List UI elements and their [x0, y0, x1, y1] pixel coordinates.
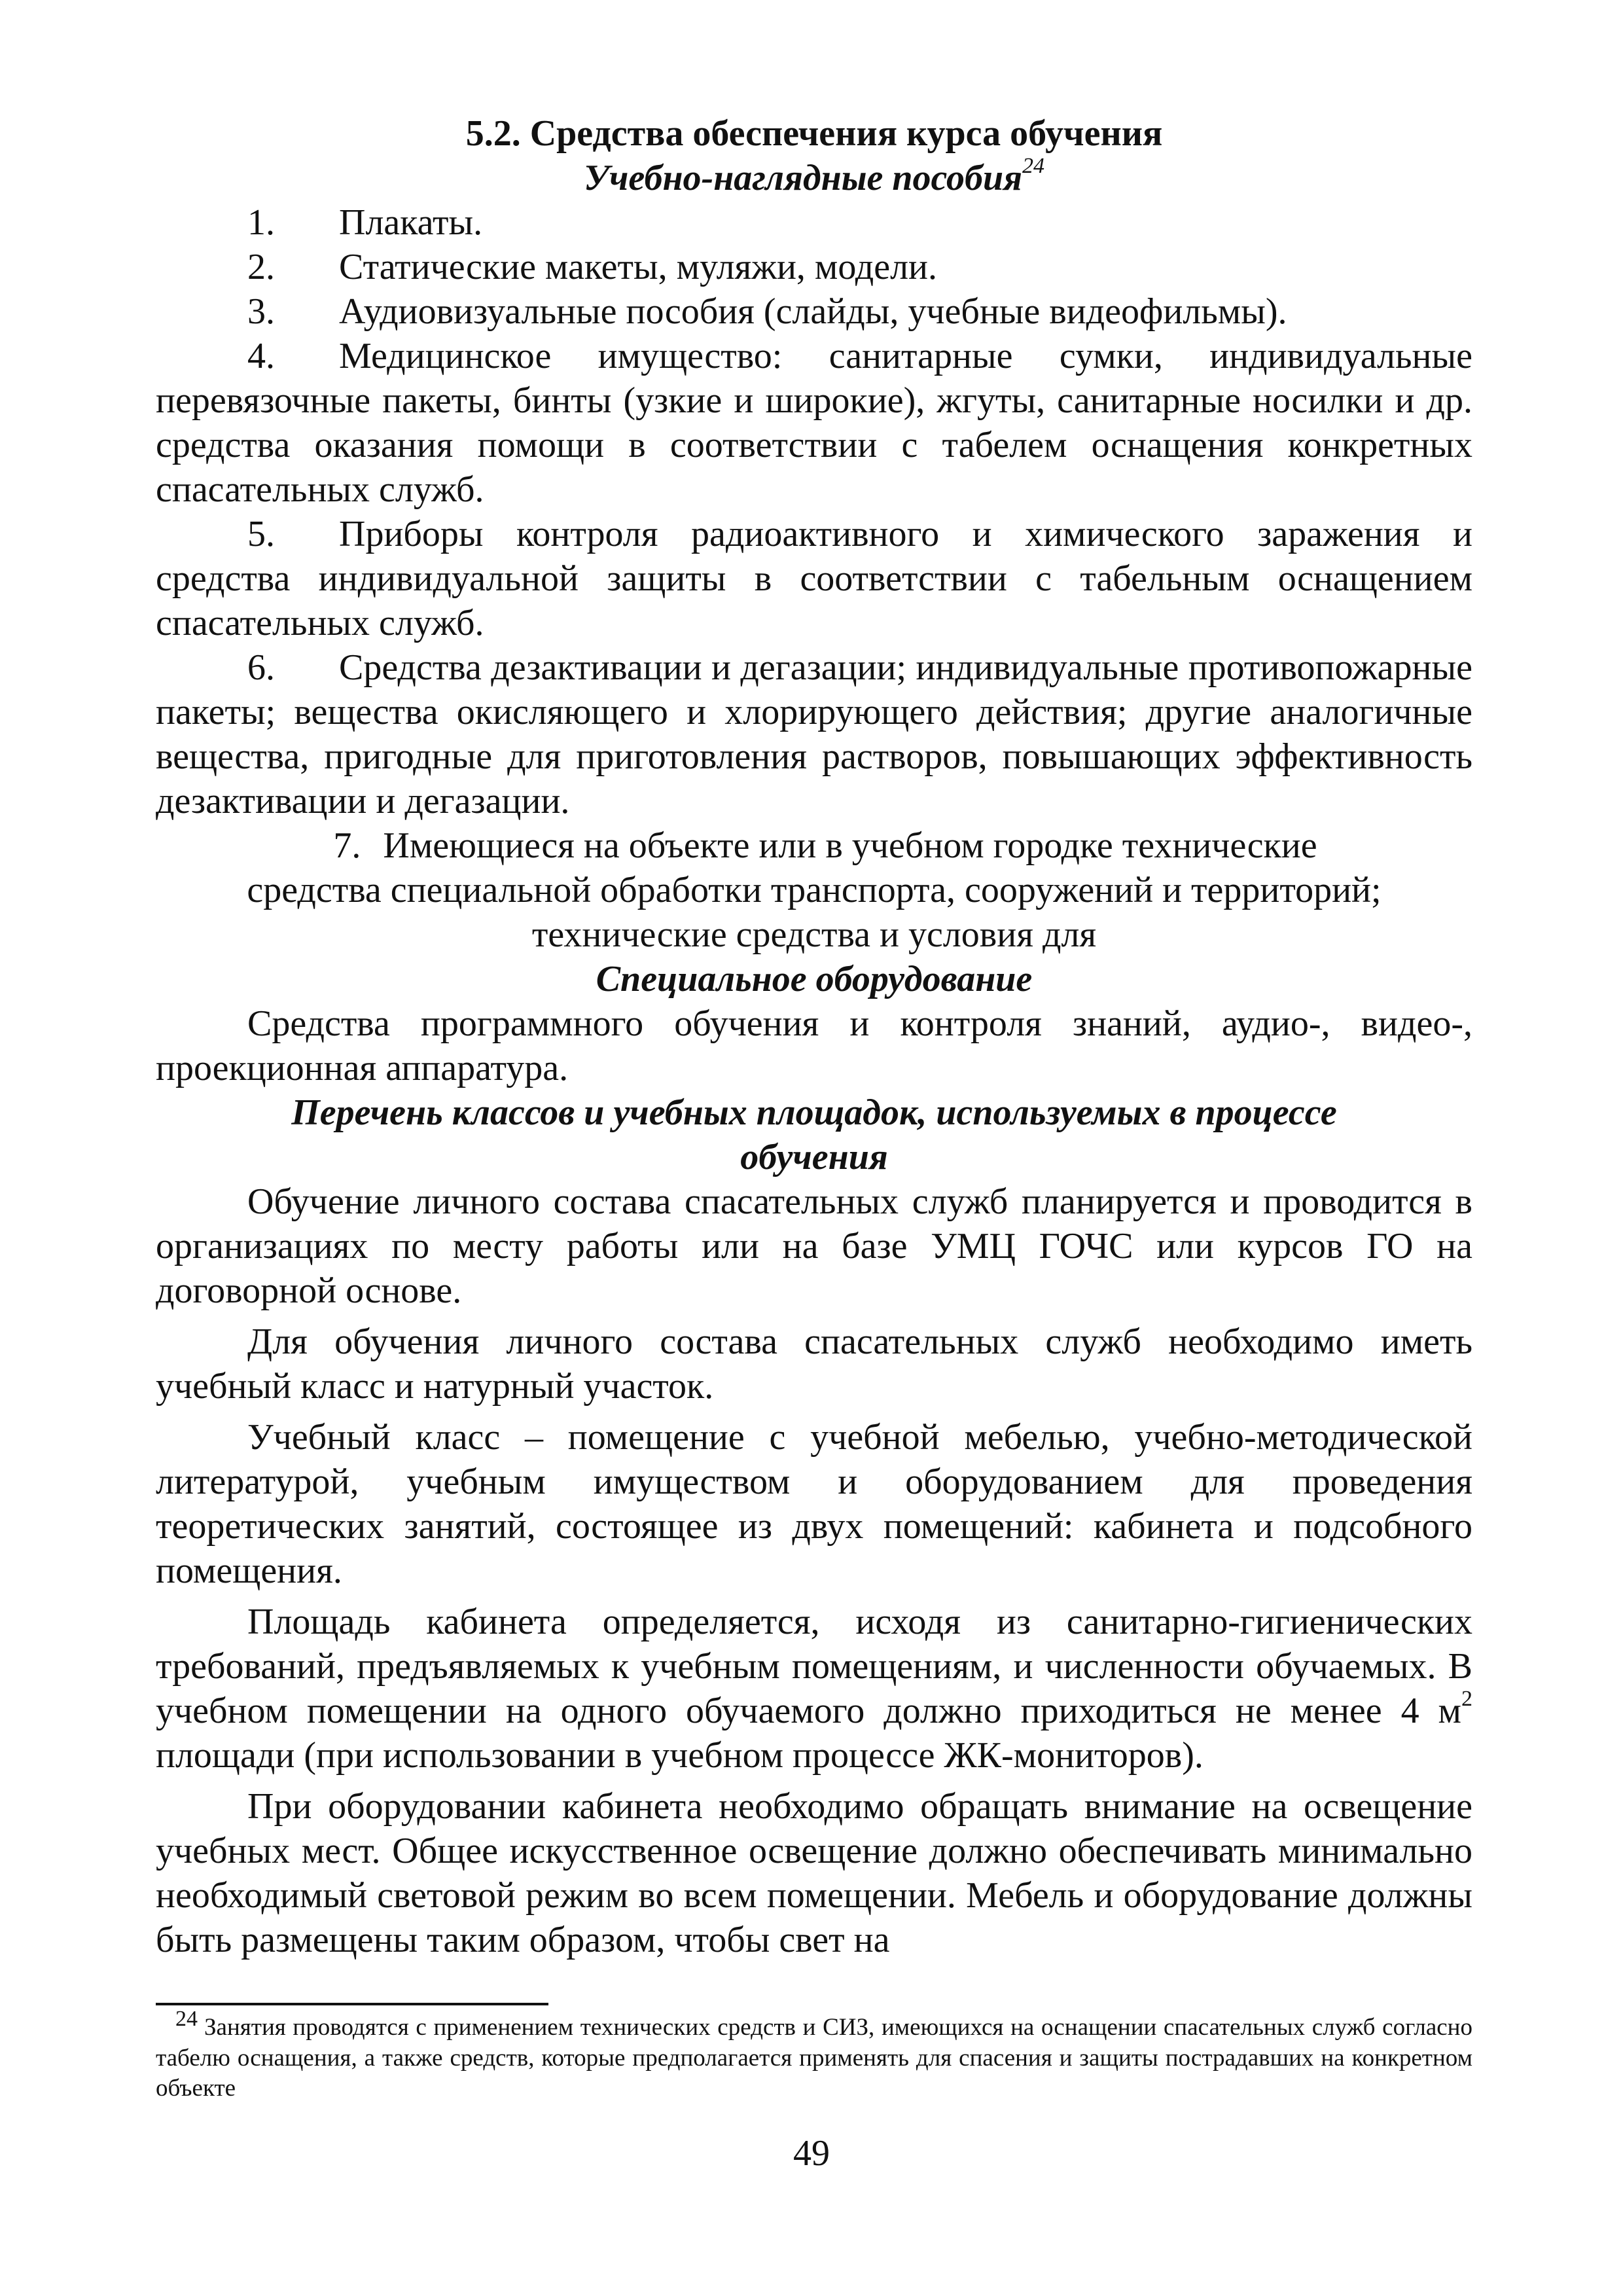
special-equipment-paragraph: [156, 1001, 1472, 1090]
item-seven-line: [156, 823, 1472, 868]
paragraph-text: Средства дезактивации и дегазации; индивидуальные противопожарные пакеты; вещества окисляющего и хлорирующего действия; другие аналогичные вещества, пригодные для приготовления растворов, повышающих эффективность дезактивации и дегазации.: [156, 647, 1472, 821]
short-list: [156, 200, 1472, 334]
list-item-text: Плакаты.: [339, 202, 483, 243]
numbered-paragraph: [156, 334, 1472, 512]
classes-paragraph-text: Для обучения личного состава спасательных служб необходимо иметь учебный класс и натурный участок.: [156, 1321, 1472, 1407]
page-number: [0, 2131, 1623, 2176]
numbered-paragraph: [156, 512, 1472, 645]
list-item-number: 2.: [247, 247, 275, 287]
area-paragraph: [156, 1600, 1472, 1778]
list-item: [156, 289, 1472, 334]
special-equipment-heading: [156, 957, 1472, 1001]
list-item-number: 1.: [247, 202, 275, 243]
area-paragraph-text-end: площади (при использовании в учебном процессе ЖК-мониторов).: [156, 1735, 1204, 1776]
item-seven-line-2: средства специальной обработки транспорта, сооружений и территорий;: [247, 870, 1382, 910]
item-seven-line-3: технические средства и условия для: [531, 914, 1097, 955]
classes-heading: [156, 1090, 1472, 1179]
square-superscript: 2: [1461, 1687, 1472, 1712]
list-item-number: 3.: [247, 291, 275, 332]
paragraph-number: 6.: [247, 647, 275, 688]
section-subtitle: [156, 156, 1472, 200]
lighting-paragraph-text: При оборудовании кабинета необходимо обращать внимание на освещение учебных мест. Общее искусственное освещение должно обеспечивать минимально необходимый световой режим во всем помещении. Мебель и оборудование должны быть размещены таким образом, чтобы свет на: [156, 1786, 1472, 1960]
item-seven-line: [156, 868, 1472, 912]
footnote-text: Занятия проводятся с применением технических средств и СИЗ, имеющихся на оснащении спасательных служб согласно табелю оснащения, а также средств, которые предполагается применять для спасения и защиты пострадавших на конкретном объекте: [156, 2014, 1472, 2102]
item-seven-number: 7.: [333, 825, 361, 866]
numbered-paragraph: [156, 645, 1472, 823]
list-item: [156, 200, 1472, 245]
classes-paragraph: [156, 1415, 1472, 1593]
subtitle-text: Учебно-наглядные пособия: [584, 158, 1022, 198]
list-item-text: Статические макеты, муляжи, модели.: [339, 247, 938, 287]
classes-paragraph-text: Обучение личного состава спасательных служб планируется и проводится в организациях по месту работы или на базе УМЦ ГОЧС или курсов ГО на договорной основе.: [156, 1181, 1472, 1311]
footnote-ref[interactable]: 24: [1022, 154, 1044, 179]
classes-heading-line-1: Перечень классов и учебных площадок, используемых в процессе: [291, 1092, 1337, 1133]
classes-paragraph: [156, 1179, 1472, 1313]
classes-heading-line-2: обучения: [740, 1137, 888, 1177]
section-title-text: 5.2. Средства обеспечения курса обучения: [465, 113, 1163, 154]
paragraph-number: 4.: [247, 336, 275, 376]
page-number-text: 49: [793, 2133, 830, 2174]
paragraph-text: Приборы контроля радиоактивного и химического заражения и средства индивидуальной защиты в соответствии с табельным оснащением спасательных служб.: [156, 514, 1472, 643]
paragraph-number: 5.: [247, 514, 275, 554]
section-title: [156, 111, 1472, 156]
classes-paragraph-text: Учебный класс – помещение с учебной мебелью, учебно-методической литературой, учебным имуществом и оборудованием для проведения теоретических занятий, состоящее из двух помещений: кабинета и подсобного помещения.: [156, 1417, 1472, 1591]
footnote: [156, 2007, 1472, 2104]
lighting-paragraph: [156, 1784, 1472, 1962]
item-seven-line: [156, 912, 1472, 957]
area-paragraph-text: Площадь кабинета определяется, исходя из санитарно-гигиенических требований, предъявляемых к учебным помещениям, и численности обучаемых. В учебном помещении на одного обучаемого должно приходиться не менее 4 м: [156, 1602, 1472, 1731]
paragraph-text: Медицинское имущество: санитарные сумки, индивидуальные перевязочные пакеты, бинты (узкие и широкие), жгуты, санитарные носилки и др. средства оказания помощи в соответствии с табелем оснащения конкретных спасательных служб.: [156, 336, 1472, 510]
classes-paragraph: [156, 1319, 1472, 1408]
special-equipment-heading-text: Специальное оборудование: [596, 959, 1033, 999]
footnote-mark: 24: [175, 2007, 198, 2031]
footnote-separator: [156, 2003, 548, 2005]
list-item-text: Аудиовизуальные пособия (слайды, учебные видеофильмы).: [339, 291, 1287, 332]
item-seven: [156, 823, 1472, 957]
special-equipment-text: Средства программного обучения и контроля знаний, аудио-, видео-, проекционная аппаратура.: [156, 1003, 1472, 1088]
item-seven-line-1: Имеющиеся на объекте или в учебном городке технические: [383, 825, 1317, 866]
list-item: [156, 245, 1472, 289]
page-content: [156, 111, 1472, 1962]
